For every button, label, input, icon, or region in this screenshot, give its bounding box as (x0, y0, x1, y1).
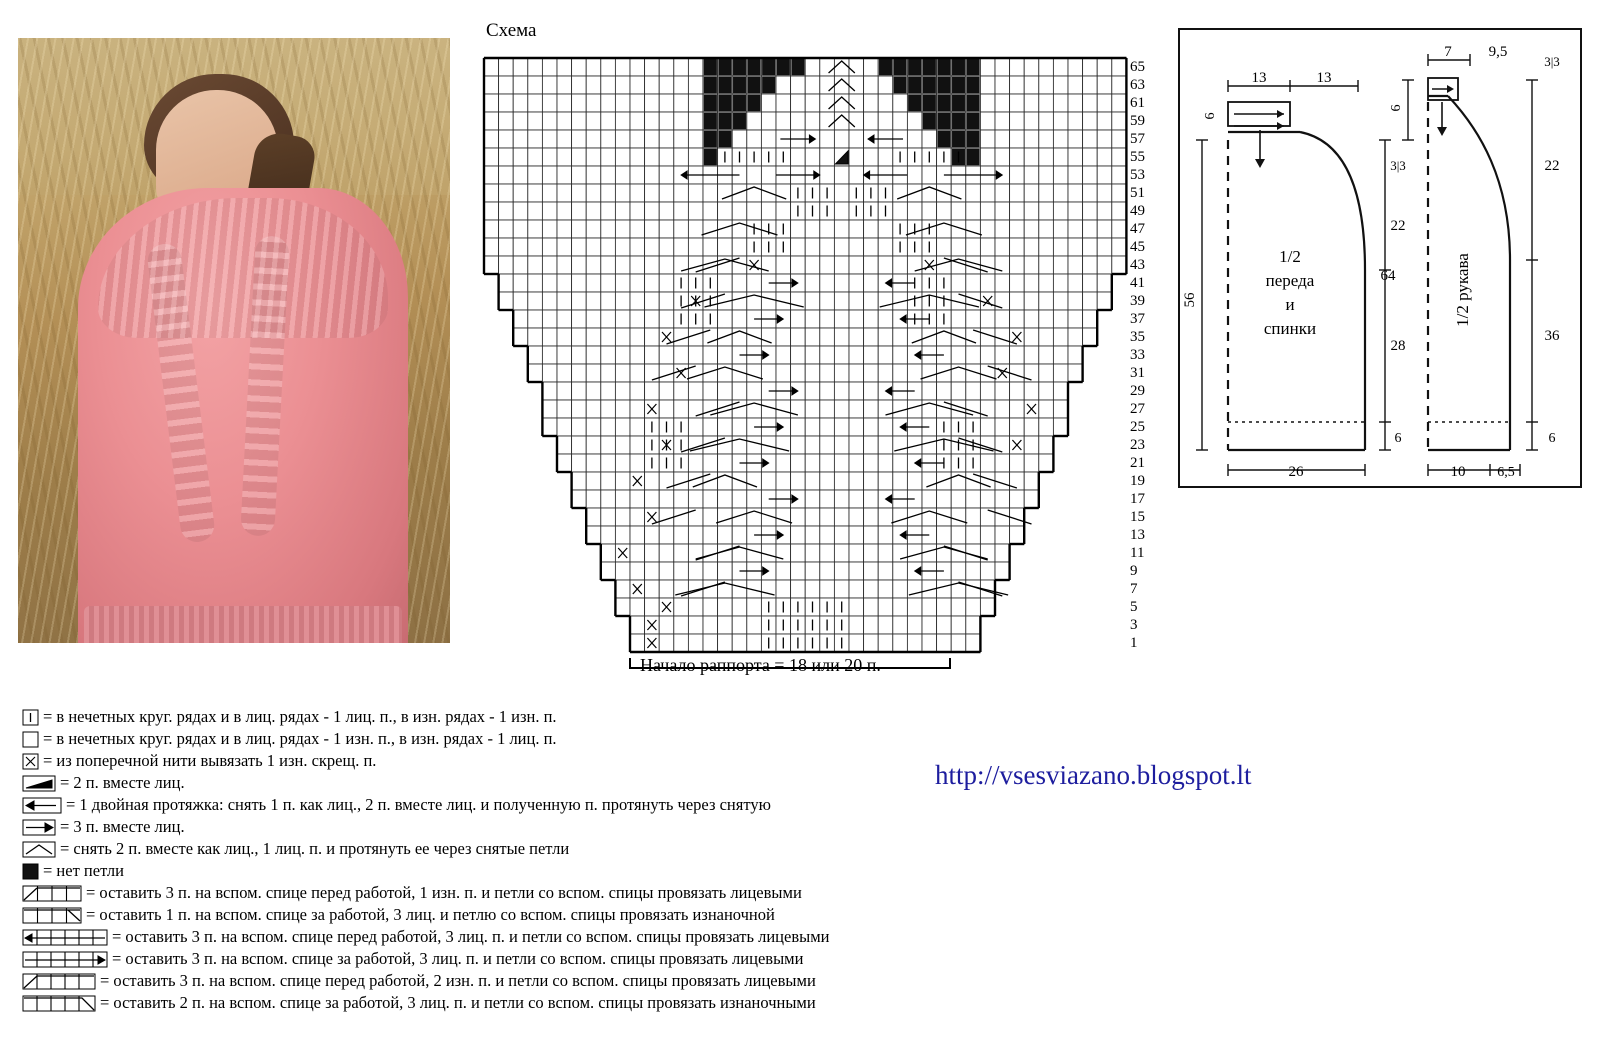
photo-sweater-yoke (98, 198, 388, 338)
legend-row (22, 904, 1022, 926)
chart-row-number: 25 (1130, 419, 1145, 435)
chart-row-number: 1 (1130, 635, 1138, 651)
schematic-svg (1180, 30, 1580, 486)
chart-row-numbers (1130, 40, 1170, 651)
cable-3front-3knit-icon (22, 929, 108, 946)
legend-text: = оставить 3 п. на вспом. спице перед работой, 1 изн. п. и петли со вспом. спицы провязать лицевыми (86, 883, 802, 902)
double-decrease-left-icon (22, 797, 62, 814)
dim-sleeve-22: 22 (1544, 158, 1560, 174)
chart-title: Схема (486, 20, 537, 41)
chart-row-number: 65 (1130, 59, 1145, 75)
garment-schematic-panel (1178, 28, 1582, 488)
chart-row-number: 63 (1130, 77, 1145, 93)
legend-row (22, 948, 1022, 970)
legend-text: = оставить 1 п. на вспом. спице за работой, 3 лиц. и петлю со вспом. спицы провязать изнаночной (86, 905, 775, 924)
peak-arrow-icon (22, 841, 56, 858)
dim-neck-13a: 13 (1251, 70, 1267, 86)
cable-3front-1purl-icon (22, 885, 82, 902)
chart-row-number: 33 (1130, 347, 1145, 363)
chart-row-number: 13 (1130, 527, 1145, 543)
dim-front-height: 56 (1182, 292, 1198, 308)
legend-row (22, 750, 1022, 772)
chart-row-number: 53 (1130, 167, 1145, 183)
chart-row-number: 7 (1130, 581, 1138, 597)
no-stitch-icon (22, 863, 39, 880)
chart-row-number: 15 (1130, 509, 1145, 525)
dim-sleeve-36: 36 (1544, 328, 1560, 344)
chart-row-number: 47 (1130, 221, 1145, 237)
dim-sleeve-64: 64 (1380, 268, 1396, 284)
legend-row (22, 728, 1022, 750)
chart-row-number: 31 (1130, 365, 1145, 381)
chart-row-number: 45 (1130, 239, 1145, 255)
k2tog-icon (22, 775, 56, 792)
legend-row (22, 926, 1022, 948)
dim-sleeve-7: 7 (1444, 44, 1452, 60)
legend-text: = нет петли (43, 861, 124, 880)
chart-row-number: 55 (1130, 149, 1145, 165)
chart-row-number: 17 (1130, 491, 1145, 507)
dim-sleeve-6-5: 6,5 (1497, 465, 1515, 480)
legend-text: = в нечетных круг. рядах и в лиц. рядах - 1 изн. п., в изн. рядах - 1 лиц. п. (43, 729, 557, 748)
chart-row-number: 29 (1130, 383, 1145, 399)
chart-row-number: 11 (1130, 545, 1145, 561)
chart-row-number: 37 (1130, 311, 1145, 327)
legend-text: = в нечетных круг. рядах и в лиц. рядах - 1 лиц. п., в изн. рядах - 1 изн. п. (43, 707, 557, 726)
chart-row-number: 5 (1130, 599, 1138, 615)
dim-front-6-bottom: 6 (1394, 431, 1402, 446)
photo-sweater-hem-rib (84, 606, 402, 643)
legend-text: = 2 п. вместе лиц. (60, 773, 185, 792)
schematic-front-label-1: 1/2 (1279, 247, 1301, 266)
legend-row (22, 794, 1022, 816)
legend-row (22, 838, 1022, 860)
legend-text: = 1 двойная протяжка: снять 1 п. как лиц., 2 п. вместе лиц. и полученную п. протянуть через снятую (66, 795, 771, 814)
dim-front-22: 22 (1390, 218, 1406, 234)
chart-row-number: 19 (1130, 473, 1145, 489)
chart-grid-svg (470, 40, 1170, 680)
dim-front-width-26: 26 (1288, 464, 1304, 480)
legend-row (22, 882, 1022, 904)
photo-sweater-garment (78, 188, 408, 643)
legend-text: = оставить 3 п. на вспом. спице перед работой, 2 изн. п. и петли со вспом. спицы провязать лицевыми (100, 971, 816, 990)
knitting-chart (470, 20, 1170, 700)
chart-row-number: 43 (1130, 257, 1145, 273)
dim-sleeve-6-bottom: 6 (1548, 431, 1556, 446)
chart-row-number: 39 (1130, 293, 1145, 309)
legend-text: = 3 п. вместе лиц. (60, 817, 185, 836)
legend-row (22, 706, 1022, 728)
chart-row-number: 27 (1130, 401, 1145, 417)
legend-row (22, 772, 1022, 794)
arrow-right-icon (22, 819, 56, 836)
chart-row-number: 23 (1130, 437, 1145, 453)
cable-2back-3knit-icon (22, 995, 96, 1012)
empty-square-icon (22, 731, 39, 748)
legend-row (22, 992, 1022, 1014)
cable-3back-3knit-icon (22, 951, 108, 968)
legend-text: = оставить 3 п. на вспом. спице перед работой, 3 лиц. п. и петли со вспом. спицы провязать лицевыми (112, 927, 830, 946)
legend-row (22, 860, 1022, 882)
chart-row-number: 49 (1130, 203, 1145, 219)
chart-row-number: 61 (1130, 95, 1145, 111)
chart-row-number: 59 (1130, 113, 1145, 129)
dim-sleeve-3-3: 3|3 (1544, 54, 1560, 69)
chart-row-number: 9 (1130, 563, 1138, 579)
schematic-front-label-2: переда (1265, 271, 1315, 290)
legend-row (22, 970, 1022, 992)
chart-row-number: 21 (1130, 455, 1145, 471)
schematic-front-label-3: и (1285, 295, 1295, 314)
dim-sleeve-9-5: 9,5 (1488, 44, 1508, 60)
chart-row-number: 57 (1130, 131, 1145, 147)
legend-text: = из поперечной нити вывязать 1 изн. скрещ. п. (43, 751, 377, 770)
legend (22, 706, 1022, 1014)
chart-row-number: 41 (1130, 275, 1145, 291)
dim-sleeve-6-top: 6 (1389, 104, 1404, 112)
schematic-front-label-4: спинки (1263, 319, 1317, 338)
purl-bar-icon (22, 709, 39, 726)
chart-row-number: 35 (1130, 329, 1145, 345)
cross-square-icon (22, 753, 39, 770)
legend-text: = оставить 2 п. на вспом. спице за работой, 3 лиц. п. и петли со вспом. спицы провязать изнаночными (100, 993, 816, 1012)
chart-row-number: 3 (1130, 617, 1138, 633)
legend-text: = снять 2 п. вместе как лиц., 1 лиц. п. и протянуть ее через снятые петли (60, 839, 570, 858)
rapport-note: Начало раппорта = 18 или 20 п. (640, 655, 881, 675)
schematic-sleeve-label: 1/2 рукава (1453, 253, 1472, 327)
dim-neck-13b: 13 (1316, 70, 1332, 86)
cable-1back-3knit-icon (22, 907, 82, 924)
sweater-photo (18, 38, 450, 643)
legend-row (22, 816, 1022, 838)
legend-text: = оставить 3 п. на вспом. спице за работой, 3 лиц. п. и петли со вспом. спицы провязать лицевыми (112, 949, 804, 968)
dim-front-3-3: 3|3 (1390, 158, 1406, 173)
dim-sleeve-10: 10 (1450, 464, 1466, 480)
chart-row-number: 51 (1130, 185, 1145, 201)
cable-3front-2purl-icon (22, 973, 96, 990)
blog-url[interactable]: http://vsesviazano.blogspot.lt (935, 760, 1252, 790)
dim-front-edge-6: 6 (1203, 112, 1218, 120)
dim-front-28: 28 (1390, 338, 1406, 354)
